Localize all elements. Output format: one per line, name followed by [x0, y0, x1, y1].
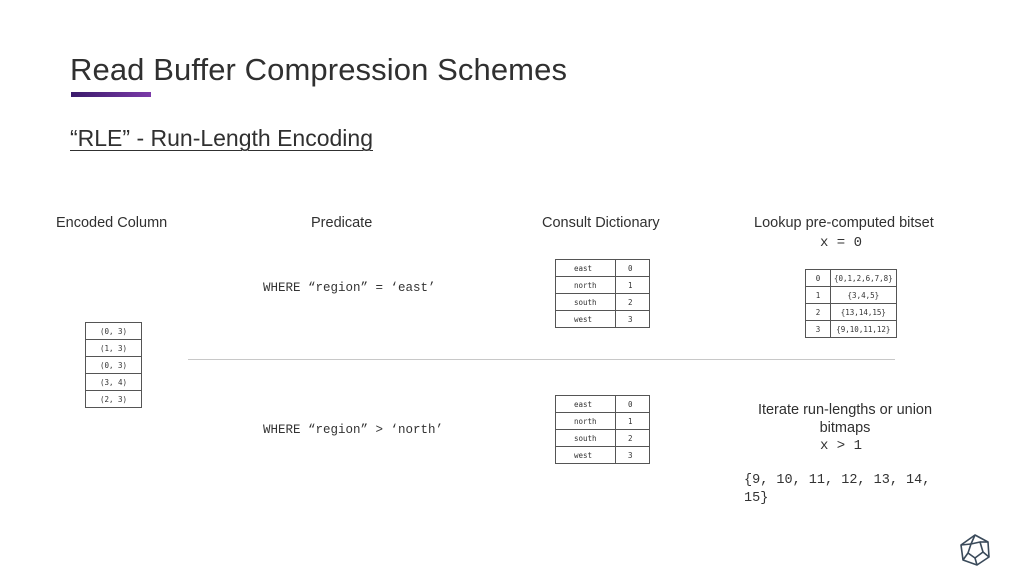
title-accent-bar: [71, 92, 151, 97]
table-row: [556, 260, 650, 277]
dictionary-value: 0: [616, 396, 650, 413]
table-row: [556, 413, 650, 430]
table-row: [806, 270, 897, 287]
dictionary-key: south: [556, 294, 616, 311]
dictionary-key: south: [556, 430, 616, 447]
table-row: [556, 277, 650, 294]
dictionary-value: 3: [616, 447, 650, 464]
dictionary-key: north: [556, 413, 616, 430]
bitset-key: 0: [806, 270, 831, 287]
table-row: [556, 294, 650, 311]
table-row: [86, 323, 142, 340]
table-row: [806, 287, 897, 304]
iterate-expression: x > 1: [820, 438, 863, 454]
bitset-value: {13,14,15}: [831, 304, 897, 321]
dictionary-table-top: [555, 259, 650, 328]
dictionary-key: east: [556, 396, 616, 413]
dictionary-value: 2: [616, 294, 650, 311]
bitset-table: [805, 269, 897, 338]
table-row: [86, 391, 142, 408]
bitset-value: {9,10,11,12}: [831, 321, 897, 338]
consult-dictionary-heading: Consult Dictionary: [542, 215, 660, 231]
table-row: [86, 374, 142, 391]
table-row: [806, 304, 897, 321]
table-row: [806, 321, 897, 338]
dictionary-key: west: [556, 311, 616, 328]
encoded-column-table: [85, 322, 142, 408]
encoded-cell: (1, 3): [86, 340, 142, 357]
dictionary-key: east: [556, 260, 616, 277]
table-row: [556, 311, 650, 328]
dictionary-value: 3: [616, 311, 650, 328]
dictionary-table-bottom: [555, 395, 650, 464]
encoded-cell: (0, 3): [86, 323, 142, 340]
slide-subtitle: “RLE” - Run-Length Encoding: [70, 125, 373, 151]
table-row: [556, 430, 650, 447]
lookup-bitset-heading: Lookup pre-computed bitset: [754, 215, 934, 231]
bitset-value: {0,1,2,6,7,8}: [831, 270, 897, 287]
dictionary-key: west: [556, 447, 616, 464]
table-row: [556, 447, 650, 464]
dictionary-value: 1: [616, 413, 650, 430]
bitset-key: 2: [806, 304, 831, 321]
encoded-cell: (2, 3): [86, 391, 142, 408]
bitset-key: 3: [806, 321, 831, 338]
table-row: [556, 396, 650, 413]
lookup-expression: x = 0: [820, 235, 863, 251]
encoded-column-heading: Encoded Column: [56, 215, 168, 231]
iterate-heading: Iterate run-lengths or union bitmaps: [757, 402, 933, 436]
dictionary-key: north: [556, 277, 616, 294]
table-row: [86, 357, 142, 374]
section-divider: [188, 359, 895, 360]
dictionary-value: 2: [616, 430, 650, 447]
encoded-cell: (0, 3): [86, 357, 142, 374]
encoded-cell: (3, 4): [86, 374, 142, 391]
table-row: [86, 340, 142, 357]
dictionary-value: 0: [616, 260, 650, 277]
predicate-greater-north: WHERE “region” > ‘north’: [263, 423, 444, 437]
bitset-key: 1: [806, 287, 831, 304]
slide-title: Read Buffer Compression Schemes: [70, 52, 568, 87]
dodecahedron-logo-icon: [958, 533, 992, 567]
dictionary-value: 1: [616, 277, 650, 294]
predicate-heading: Predicate: [311, 215, 373, 231]
bitset-value: {3,4,5}: [831, 287, 897, 304]
predicate-equals-east: WHERE “region” = ‘east’: [263, 281, 436, 295]
iterate-result: {9, 10, 11, 12, 13, 14, 15}: [744, 473, 931, 506]
